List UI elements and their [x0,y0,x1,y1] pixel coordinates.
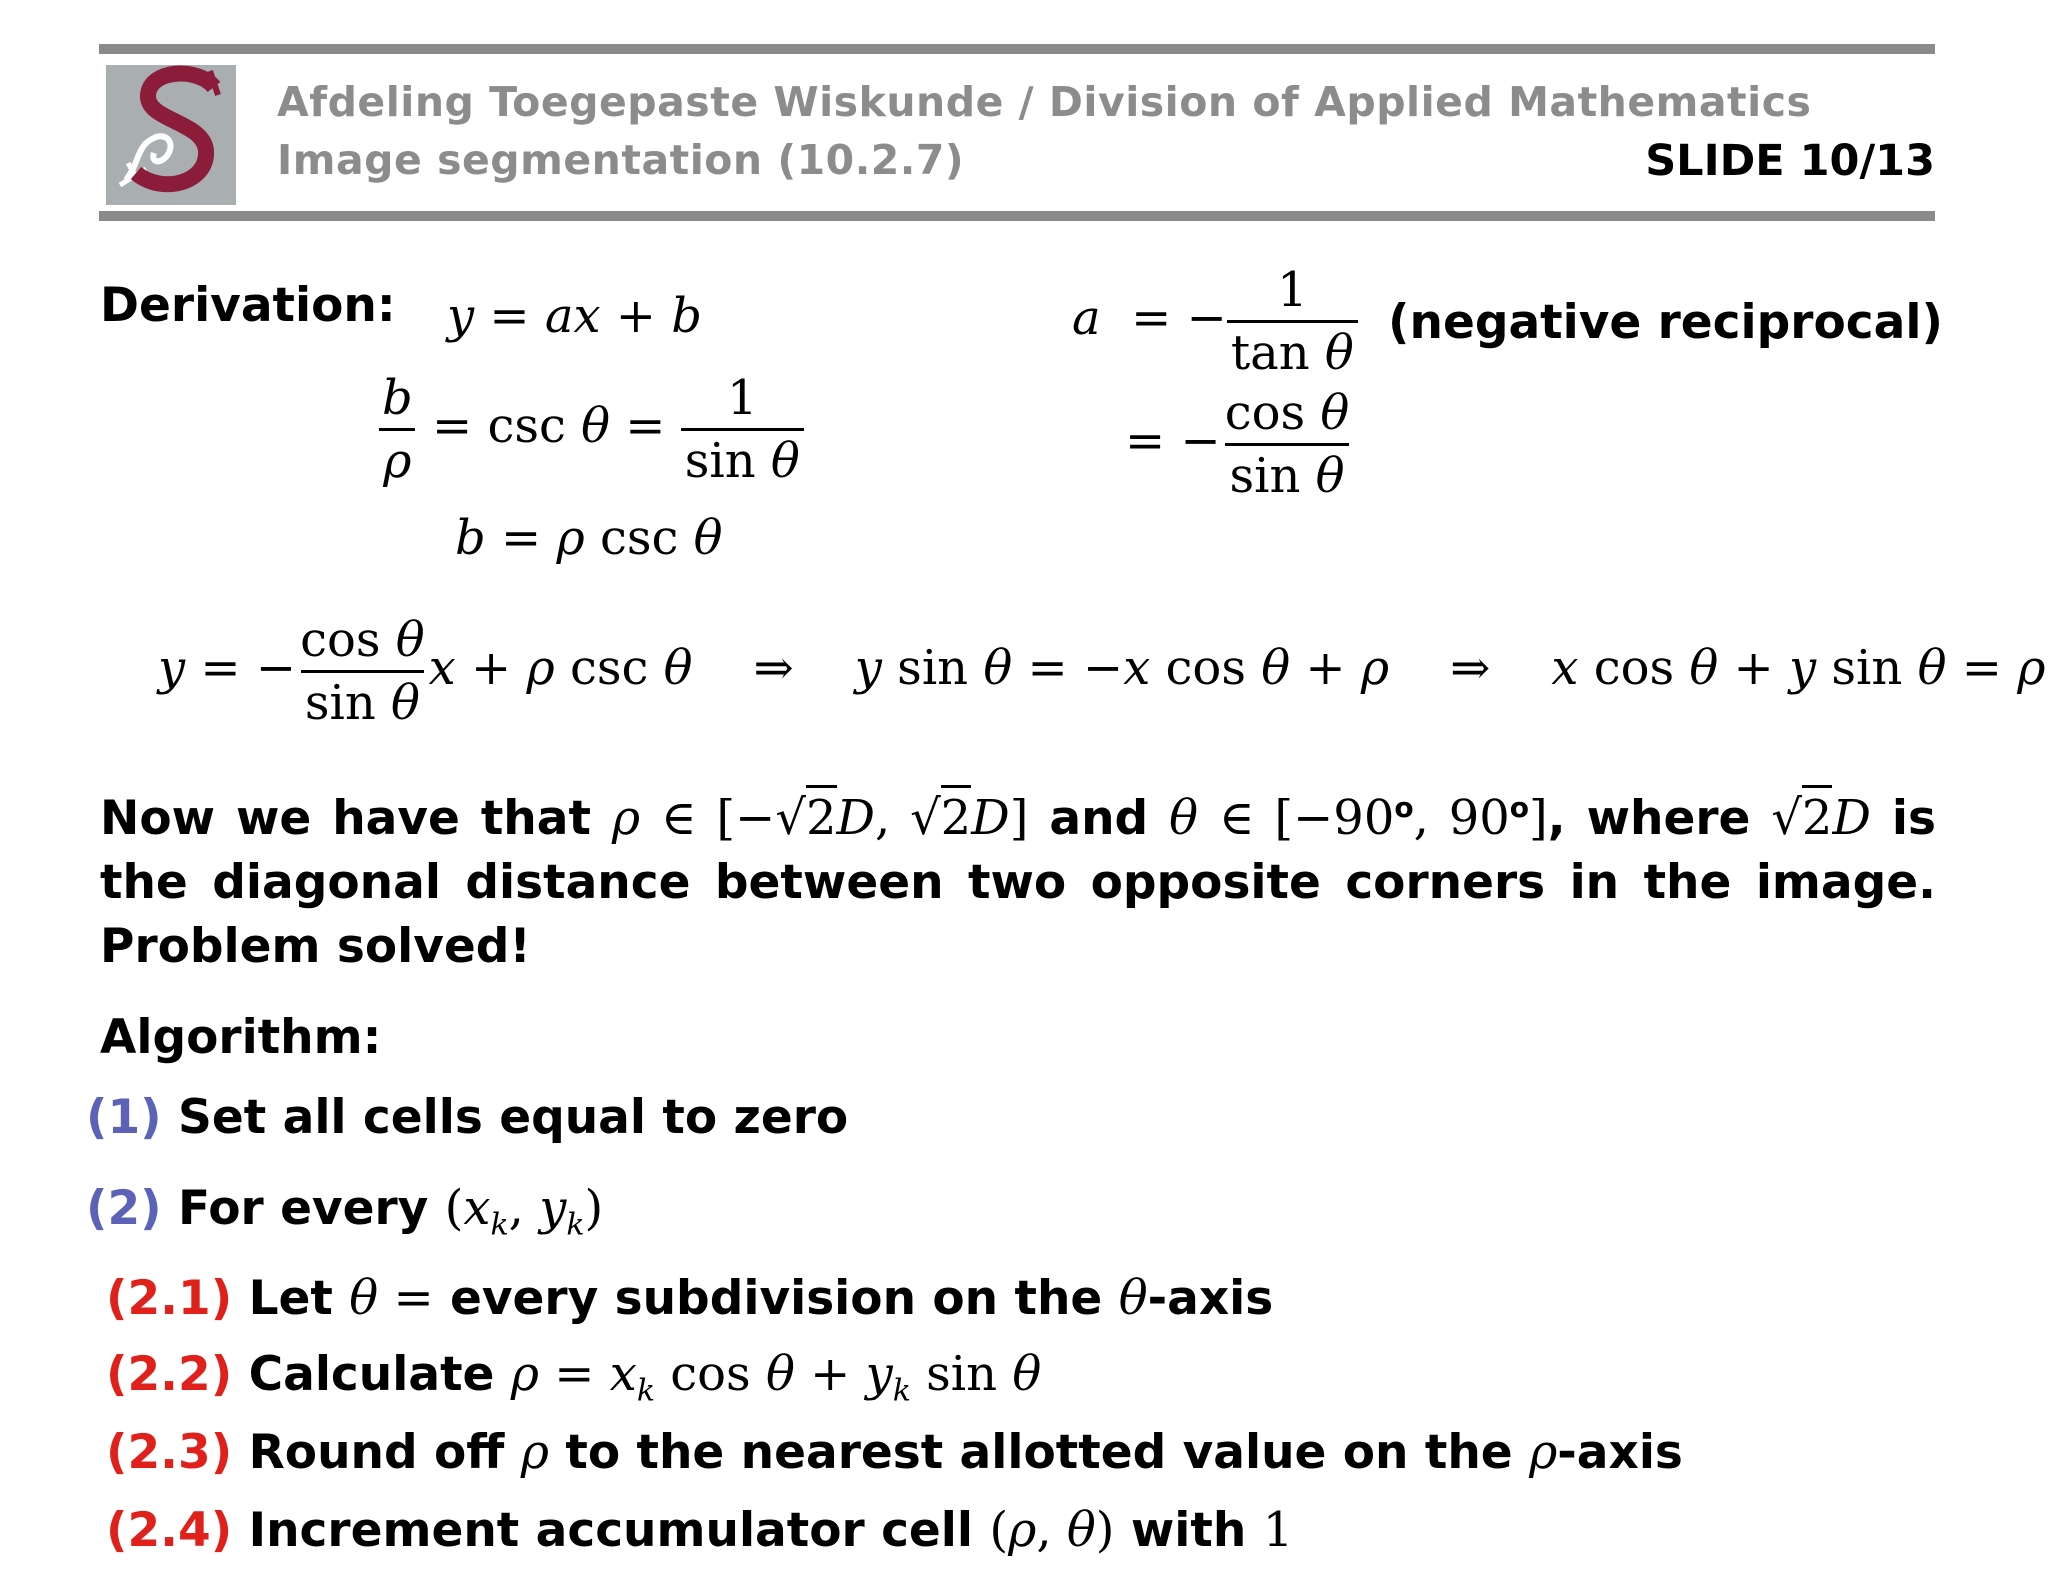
university-logo [106,65,236,205]
eq-normal-form: y = − $\frac{\text{cos θ}}{\text{sin θ}}$ x + ρ csc θ ⇒ y sin θ = −x cos θ + ρ ⇒ x cos θ + y sin θ = ρ [158,612,2046,731]
slide-counter: SLIDE 10/13 [1645,136,1935,186]
eq-line: y = ax + b [447,288,703,344]
ranges-paragraph: Now we have that ρ ∈ [−√2D, √2D] and θ ∈ [$-90^o$, 90$^o$], where √2D is the diagonal distance between two opposite corners in the image. Problem solved! [100,776,1936,979]
eq-b-over-rho: $\frac{b}{\rho}$ = csc θ = $\frac{1}{\text{sin θ}}$ [378,370,804,489]
slide-topic: Image segmentation (10.2.7) [277,136,965,184]
algorithm-step-2: (2) For every ($x_k$, $y_k$) [86,1180,604,1243]
eq-b-value: b = ρ csc θ [455,510,723,566]
algorithm-step-2-3: (2.3) Round off ρ to the nearest allotted value on the ρ-axis [106,1424,1683,1480]
algorithm-step-2-1: (2.1) Let θ = every subdivision on the θ-axis [106,1270,1274,1326]
header-top-rule [99,44,1935,54]
derivation-label: Derivation: [100,278,396,333]
eq-a-cos-sin: = − $\frac{\text{cos θ}}{\text{sin θ}}$ [1125,385,1350,504]
header-bottom-rule [99,211,1935,221]
negative-reciprocal-note: (negative reciprocal) [1388,295,1943,350]
algorithm-title: Algorithm: [100,1010,382,1065]
algorithm-step-2-4: (2.4) Increment accumulator cell (ρ, θ) with 1 [106,1502,1294,1558]
eq-a-tan: a = − $\frac{1}{\text{tan θ}}$ [1072,262,1358,381]
department-title: Afdeling Toegepaste Wiskunde / Division of Applied Mathematics [277,78,1812,126]
algorithm-step-1: (1) Set all cells equal to zero [86,1090,849,1145]
algorithm-step-2-2: (2.2) Calculate $\rho = x_k$ $\cos \theta + y_k$ sin θ [106,1346,1042,1409]
